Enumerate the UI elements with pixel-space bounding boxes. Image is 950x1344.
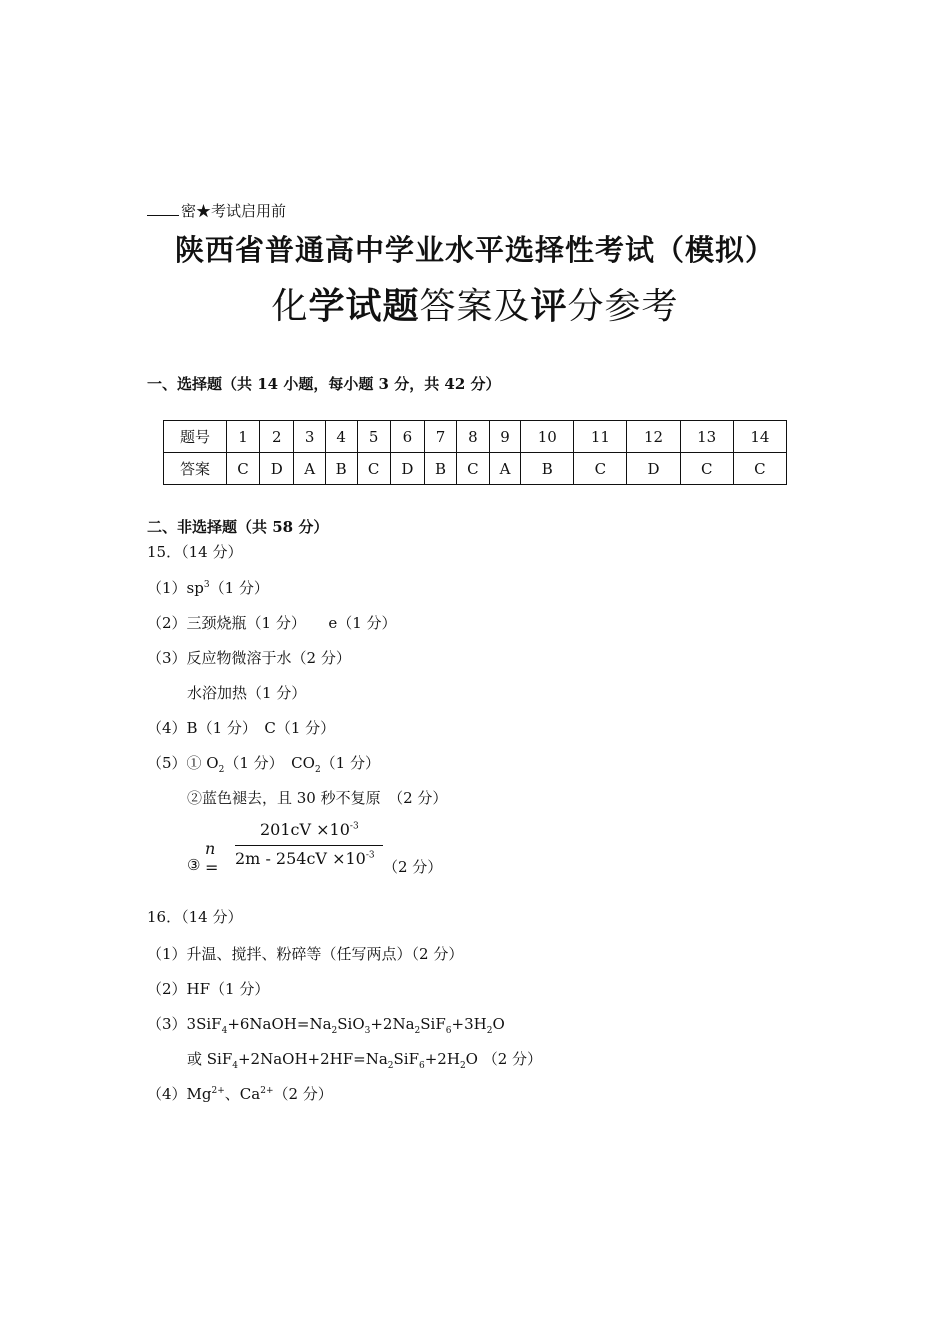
q15-answer-5: （5）① $O_2(1$ 分） $CO_2(1$ 分） [147,754,380,775]
q15-answer-5c-score: （2 分） [383,858,443,876]
table-cell: 12 [627,421,680,453]
section2-heading: 二、非选择题（共 58 分） [147,518,329,536]
q15-answer-1: $(1)sp^3(1$ 分） [147,579,269,597]
formula-n: n = [205,839,219,877]
q15-title: 15．（14 分） [147,543,243,561]
table-cell: A [294,453,325,485]
table-cell: C [456,453,489,485]
q16-title: 16．（14 分） [147,908,243,926]
table-cell: 5 [357,421,390,453]
q15-answer-4: （4）B（1 分） C（1 分） [147,719,336,737]
table-cell: 8 [456,421,489,453]
table-cell: A [489,453,520,485]
q16-answer-2: （2）HF（1 分） [147,980,270,998]
q16-answer-4: $(4)Mg^{2+}$、$Ca^{2+}(2$ 分） [147,1085,333,1103]
q15-answer-5c-mark: ③ [187,856,201,874]
table-cell: 3 [294,421,325,453]
table-header-cell: 题号 [164,421,227,453]
table-cell: 13 [680,421,733,453]
q15-answer-3: （3）反应物微溶于水（2 分） [147,649,351,667]
table-cell: 6 [390,421,424,453]
table-cell: C [574,453,627,485]
table-cell: 11 [574,421,627,453]
table-row-answers [164,453,787,485]
table-cell: B [521,453,574,485]
table-cell: 2 [260,421,294,453]
table-cell: 4 [325,421,357,453]
table-cell: C [733,453,786,485]
table-cell: 1 [227,421,260,453]
table-cell: B [325,453,357,485]
fraction-bar [235,845,383,846]
q16-answer-3b: 或 $SiF_4+2NaOH+2HF=Na_2SiF_6+2H_2O$ （2 分） [187,1050,543,1071]
q16-answer-1: （1）升温、搅拌、粉碎等（任写两点）（2 分） [147,945,464,963]
table-row-numbers [164,421,787,453]
page-subtitle: 化学试题答案及评分参考 [271,285,679,327]
page-title: 陕西省普通高中学业水平选择性考试（模拟） [174,233,775,267]
table-cell: C [680,453,733,485]
answer-table [163,420,787,485]
section1-heading: 一、选择题（共 14 小题，每小题 3 分，共 42 分） [147,375,501,393]
q16-answer-3: $(3)3SiF_4+6NaOH=Na_2SiO_3+2Na_2SiF_6+3H_2O$ [147,1015,505,1036]
table-cell: C [357,453,390,485]
confidential-mark: 密★考试启用前 [147,200,286,221]
table-cell: B [425,453,457,485]
q15-answer-2: （2）三颈烧瓶（1 分） e（1 分） [147,614,397,632]
table-cell: 10 [521,421,574,453]
table-cell: D [390,453,424,485]
table-cell: 9 [489,421,520,453]
table-cell: 7 [425,421,457,453]
table-cell: 14 [733,421,786,453]
blank-line [147,203,179,216]
formula-numerator: $201cV \times 10^{-3}$ [260,820,359,839]
formula-denominator: $2m - 254cV \times 10^{-3}$ [235,849,375,868]
table-cell: D [260,453,294,485]
q15-answer-3b: 水浴加热（1 分） [187,684,307,702]
q15-answer-5b: ②蓝色褪去，且 30 秒不复原 （2 分） [187,789,448,807]
table-header-cell: 答案 [164,453,227,485]
table-cell: C [227,453,260,485]
table-cell: D [627,453,680,485]
